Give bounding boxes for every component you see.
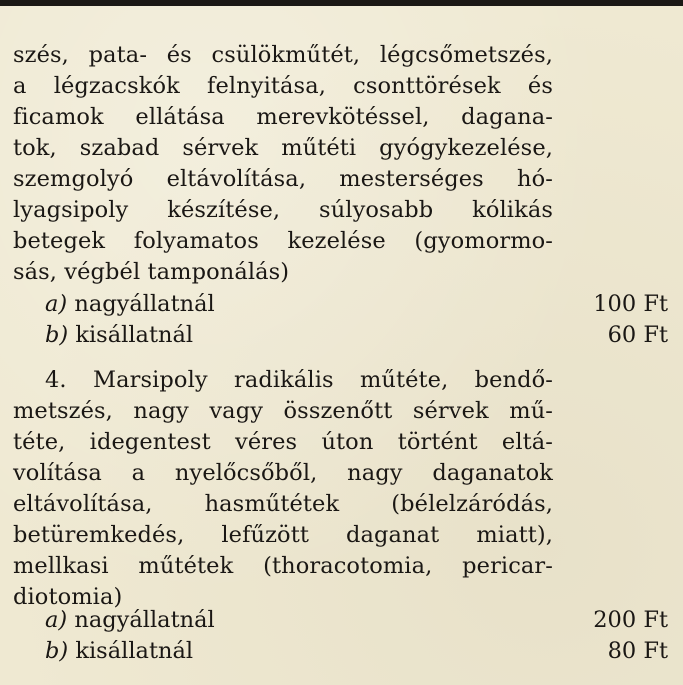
price-value: 60 Ft — [607, 322, 668, 348]
price-label — [45, 636, 193, 666]
price-value: 200 Ft — [593, 607, 668, 633]
paragraph-2-line: mellkasi műtétek (thoracotomia, pericar- — [13, 553, 553, 579]
price-label — [45, 289, 215, 319]
price-value: 100 Ft — [593, 291, 668, 317]
paragraph-1-line: betegek folyamatos kezelése (gyomormo- — [13, 228, 553, 254]
paragraph-1 — [13, 40, 553, 288]
paragraph-1-line: lyagsipoly készítése, súlyosabb kólikás — [13, 197, 553, 223]
price-label-text: kisállatnál — [75, 638, 194, 664]
paragraph-2-line: eltávolítása, hasműtétek (bélelzáródás, — [13, 491, 553, 517]
price-label — [45, 605, 215, 635]
price-row-large-animal-2 — [45, 605, 668, 635]
price-letter: b) — [45, 322, 69, 348]
price-letter: a) — [45, 607, 68, 633]
price-label — [45, 320, 193, 350]
price-value: 80 Ft — [607, 638, 668, 664]
paragraph-2-line: diotomia) — [13, 584, 123, 610]
price-letter: a) — [45, 291, 68, 317]
paragraph-2-line: metszés, nagy vagy összenőtt sérvek mű- — [13, 398, 553, 424]
price-label-text: nagyállatnál — [74, 291, 215, 317]
paragraph-2-line: betüremkedés, lefűzött daganat miatt), — [13, 522, 553, 548]
price-row-small-animal-1 — [45, 320, 668, 350]
paragraph-1-line: szés, pata- és csülökműtét, légcsőmetszés, — [13, 42, 553, 68]
paragraph-1-line: sás, végbél tamponálás) — [13, 259, 290, 285]
paragraph-2-line: 4. Marsipoly radikális műtéte, bendő- — [45, 367, 553, 393]
paragraph-2-line: téte, idegentest véres úton történt eltá- — [13, 429, 553, 455]
paragraph-1-line: tok, szabad sérvek műtéti gyógykezelése, — [13, 135, 553, 161]
price-label-text: nagyállatnál — [74, 607, 215, 633]
price-row-large-animal-1 — [45, 289, 668, 319]
paragraph-1-line: a légzacskók felnyitása, csonttörések és — [13, 73, 553, 99]
paragraph-1-line: szemgolyó eltávolítása, mesterséges hó- — [13, 166, 553, 192]
top-rule — [0, 0, 683, 6]
paragraph-2 — [13, 365, 553, 613]
price-label-text: kisállatnál — [75, 322, 194, 348]
price-row-small-animal-2 — [45, 636, 668, 666]
paragraph-2-line: volítása a nyelőcsőből, nagy daganatok — [13, 460, 553, 486]
price-letter: b) — [45, 638, 69, 664]
paragraph-1-line: ficamok ellátása merevkötéssel, dagana- — [13, 104, 553, 130]
